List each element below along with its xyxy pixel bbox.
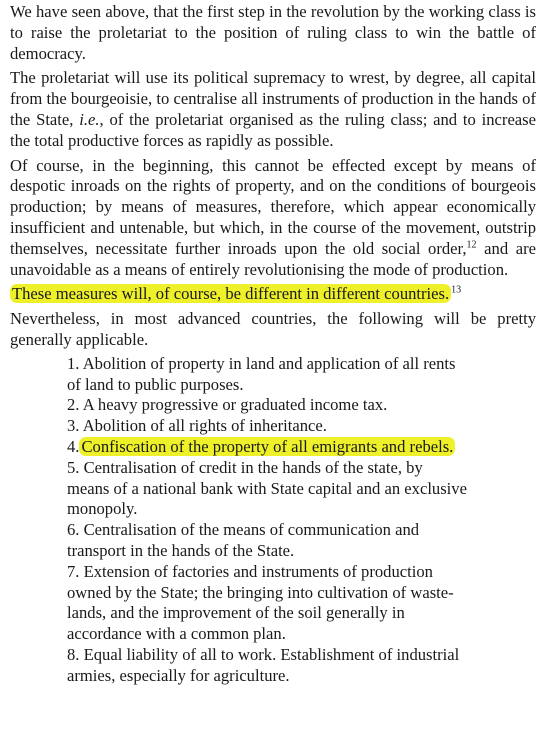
list-item-text: Abolition of all rights of inheritance. [82, 416, 327, 436]
list-item-text: A heavy progressive or graduated income tax. [82, 395, 388, 415]
list-item [67, 395, 467, 416]
list-item-text: Equal liability of all to work. Establishment of industrial armies, especially for agriculture. [67, 644, 460, 685]
paragraph-text: and are unavoidable as a means of entirely revolutionising the mode of production. [10, 238, 536, 279]
paragraph-text: The proletariat will use its political supremacy to wrest, by degree, all capital from the bourgeoisie, to centralise all instruments of production in the hands of the State, [10, 68, 536, 129]
paragraph-despotic-inroads [10, 156, 536, 281]
paragraph-political-supremacy [10, 68, 536, 151]
list-item-number: 2. [67, 395, 80, 415]
list-item-number: 5. [67, 457, 80, 477]
paragraph-nevertheless [10, 309, 536, 351]
list-item [67, 562, 467, 645]
list-item [67, 354, 467, 396]
list-item-text: Abolition of property in land and application of all rents of land to public purposes. [67, 353, 456, 394]
list-item-number: 3. [67, 416, 80, 436]
list-item [67, 520, 467, 562]
highlighted-sentence: These measures will, of course, be different in different countries. [12, 284, 450, 304]
list-item-text: Centralisation of credit in the hands of the state, by means of a national bank with State capital and an exclusive monopoly. [67, 457, 467, 519]
list-item [67, 437, 467, 458]
paragraph-first-step [10, 2, 536, 64]
list-item-number: 4. [67, 436, 80, 456]
list-item [67, 645, 467, 687]
list-item-text: Extension of factories and instruments of production owned by the State; the bringing into cultivation of waste-lands, and the improvement of the soil generally in accordance with a common plan. [67, 561, 454, 644]
paragraph-text: We have seen above, that the first step in the revolution by the working class is to raise the proletariat to the position of ruling class to win the battle of democracy. [10, 2, 536, 63]
paragraph-text: Of course, in the beginning, this cannot be effected except by means of despotic inroads on the rights of property, and on the conditions of bourgeois production; by means of measures, therefore, which appear economically insufficient and untenable, but which, in the course of the movement, outstrip themselves, necessitate further inroads upon the old social order, [10, 155, 536, 258]
paragraph-text: Nevertheless, in most advanced countries, the following will be pretty generally applicable. [10, 309, 536, 349]
list-item-number: 7. [67, 561, 80, 581]
footnote-marker-12[interactable]: 12 [466, 239, 477, 251]
document-page [10, 2, 536, 687]
highlighted-list-text: Confiscation of the property of all emigrants and rebels. [81, 436, 454, 456]
footnote-marker-13[interactable]: 13 [451, 284, 462, 296]
paragraph-different-countries [10, 284, 536, 305]
list-item-text: Centralisation of the means of communication and transport in the hands of the State. [67, 520, 420, 560]
list-item [67, 416, 467, 437]
italic-abbreviation: i.e. [79, 109, 100, 129]
list-item [67, 458, 467, 520]
list-item-number: 6. [67, 520, 80, 540]
measures-list [10, 354, 467, 687]
paragraph-text: , of the proletariat organised as the ruling class; and to increase the total productive forces as rapidly as possible. [10, 109, 536, 150]
list-item-number: 1. [67, 353, 80, 373]
list-item-number: 8. [67, 644, 80, 664]
